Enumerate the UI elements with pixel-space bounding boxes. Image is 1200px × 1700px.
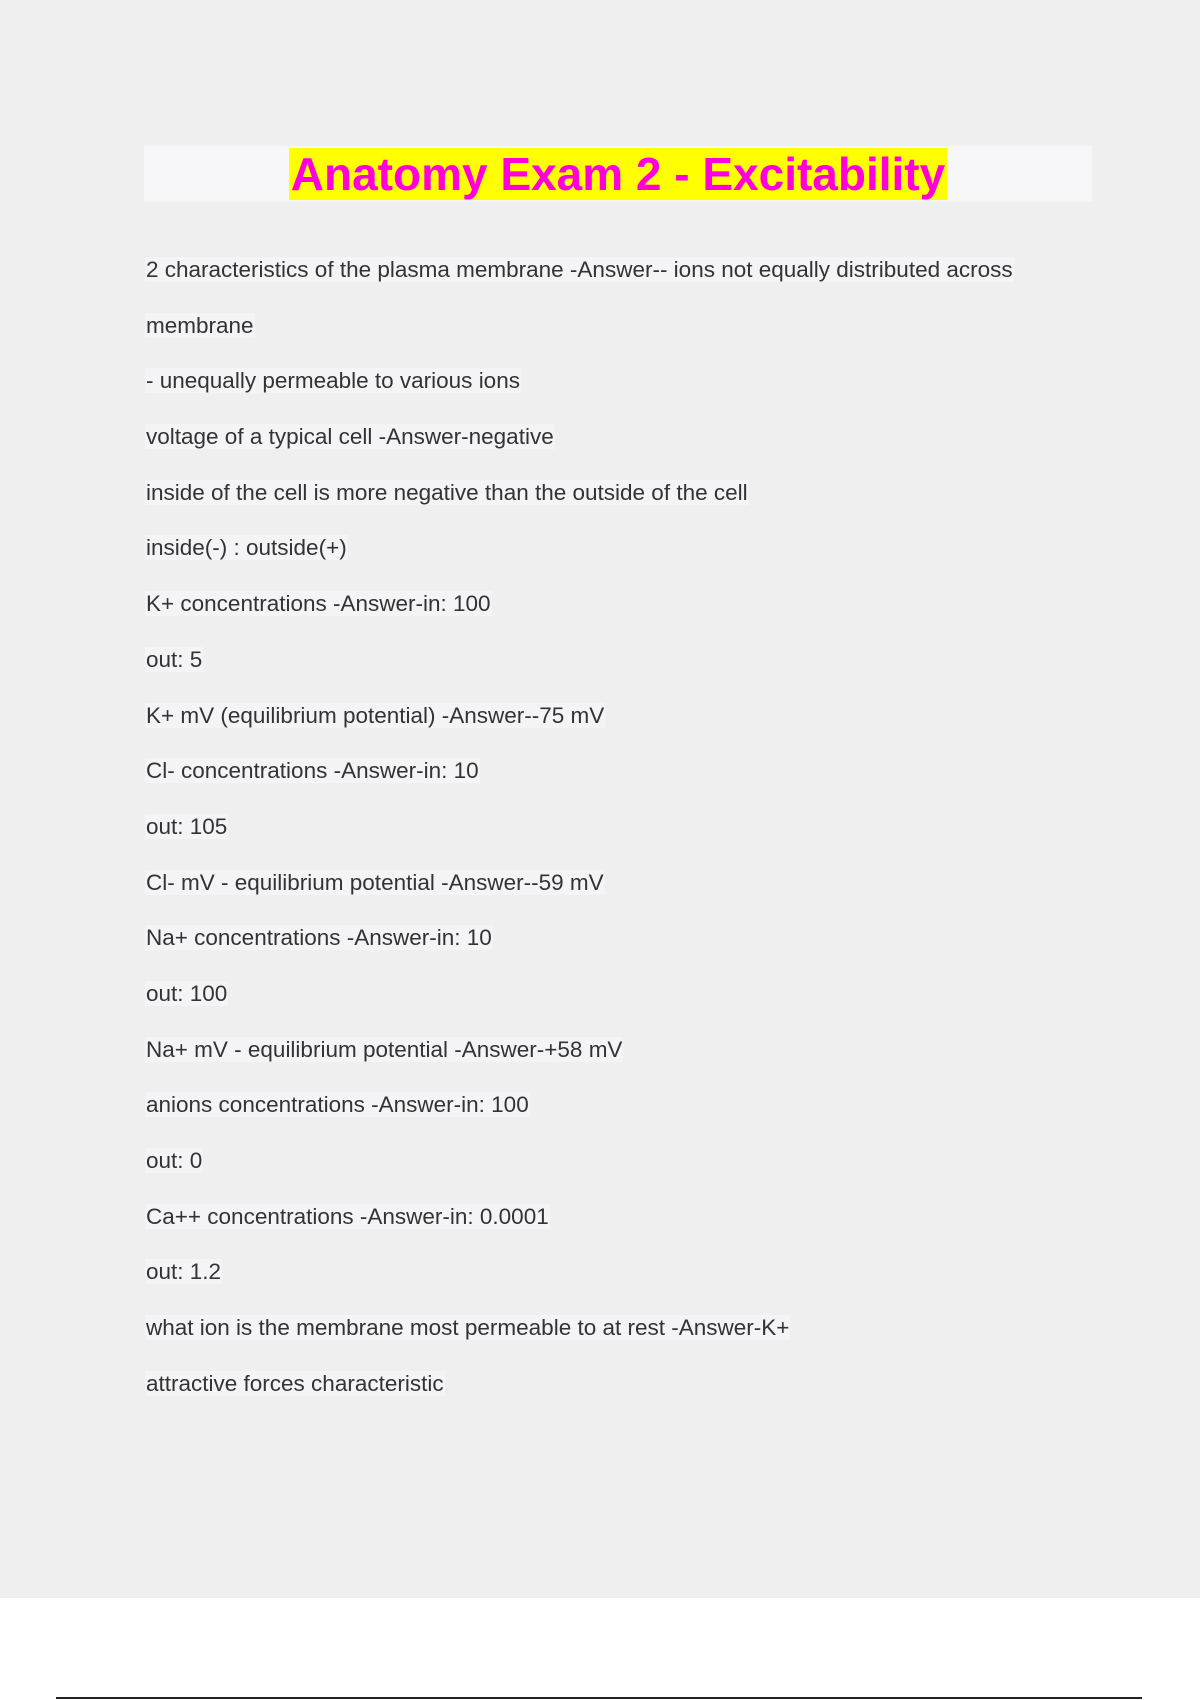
text-line-content: Cl- mV - equilibrium potential -Answer--59 mV: [146, 869, 604, 895]
text-line-content: voltage of a typical cell -Answer-negative: [146, 424, 554, 450]
text-line-content: - unequally permeable to various ions: [146, 368, 520, 394]
footer-divider: [56, 1697, 1142, 1699]
text-line: [145, 1364, 1095, 1420]
text-line-content: out: 100: [146, 980, 228, 1006]
text-line: [145, 1030, 1095, 1086]
text-line: [145, 1141, 1095, 1197]
text-line-content: out: 0: [146, 1148, 203, 1173]
text-line: [145, 528, 1095, 584]
text-line: [145, 974, 1095, 1030]
text-line-content: anions concentrations -Answer-in: 100: [146, 1092, 529, 1118]
text-line-content: K+ mV (equilibrium potential) -Answer--75 mV: [146, 702, 605, 728]
text-line: [145, 250, 1095, 306]
text-line-content: K+ concentrations -Answer-in: 100: [146, 591, 491, 617]
document-title: Anatomy Exam 2 - Excitability: [290, 148, 946, 200]
text-line-content: out: 5: [146, 646, 203, 672]
text-line: [145, 417, 1095, 473]
text-line: [145, 473, 1095, 529]
flashcard-text: [145, 250, 1095, 1419]
text-line: [145, 918, 1095, 974]
text-line: [145, 361, 1095, 417]
text-line: [145, 696, 1095, 752]
text-line: [145, 807, 1095, 863]
text-line-content: Cl- concentrations -Answer-in: 10: [146, 758, 479, 784]
text-line-content: Ca++ concentrations -Answer-in: 0.0001: [146, 1203, 549, 1229]
text-line-content: out: 1.2: [146, 1259, 222, 1285]
text-line: [145, 751, 1095, 807]
text-line-content: attractive forces characteristic: [146, 1370, 444, 1396]
text-line: [145, 1197, 1095, 1253]
text-line-content: Na+ mV - equilibrium potential -Answer-+58 mV: [146, 1036, 623, 1062]
text-line: [145, 640, 1095, 696]
text-line-content: what ion is the membrane most permeable to at rest -Answer-K+: [146, 1315, 790, 1341]
text-line-content: inside of the cell is more negative than the outside of the cell: [146, 479, 748, 505]
text-line: [145, 863, 1095, 919]
title-band: [144, 146, 1092, 202]
text-line: [145, 584, 1095, 640]
text-line: [145, 1085, 1095, 1141]
text-line-content: out: 105: [146, 813, 228, 839]
text-line-content: inside(-) : outside(+): [146, 535, 347, 561]
text-line-content: membrane: [146, 312, 254, 338]
text-line-content: Na+ concentrations -Answer-in: 10: [146, 925, 492, 951]
text-line-content: 2 characteristics of the plasma membrane -Answer-- ions not equally distributed across: [146, 257, 1013, 282]
text-line: [145, 1308, 1095, 1364]
text-line: [145, 306, 1095, 362]
text-line: [145, 1252, 1095, 1308]
